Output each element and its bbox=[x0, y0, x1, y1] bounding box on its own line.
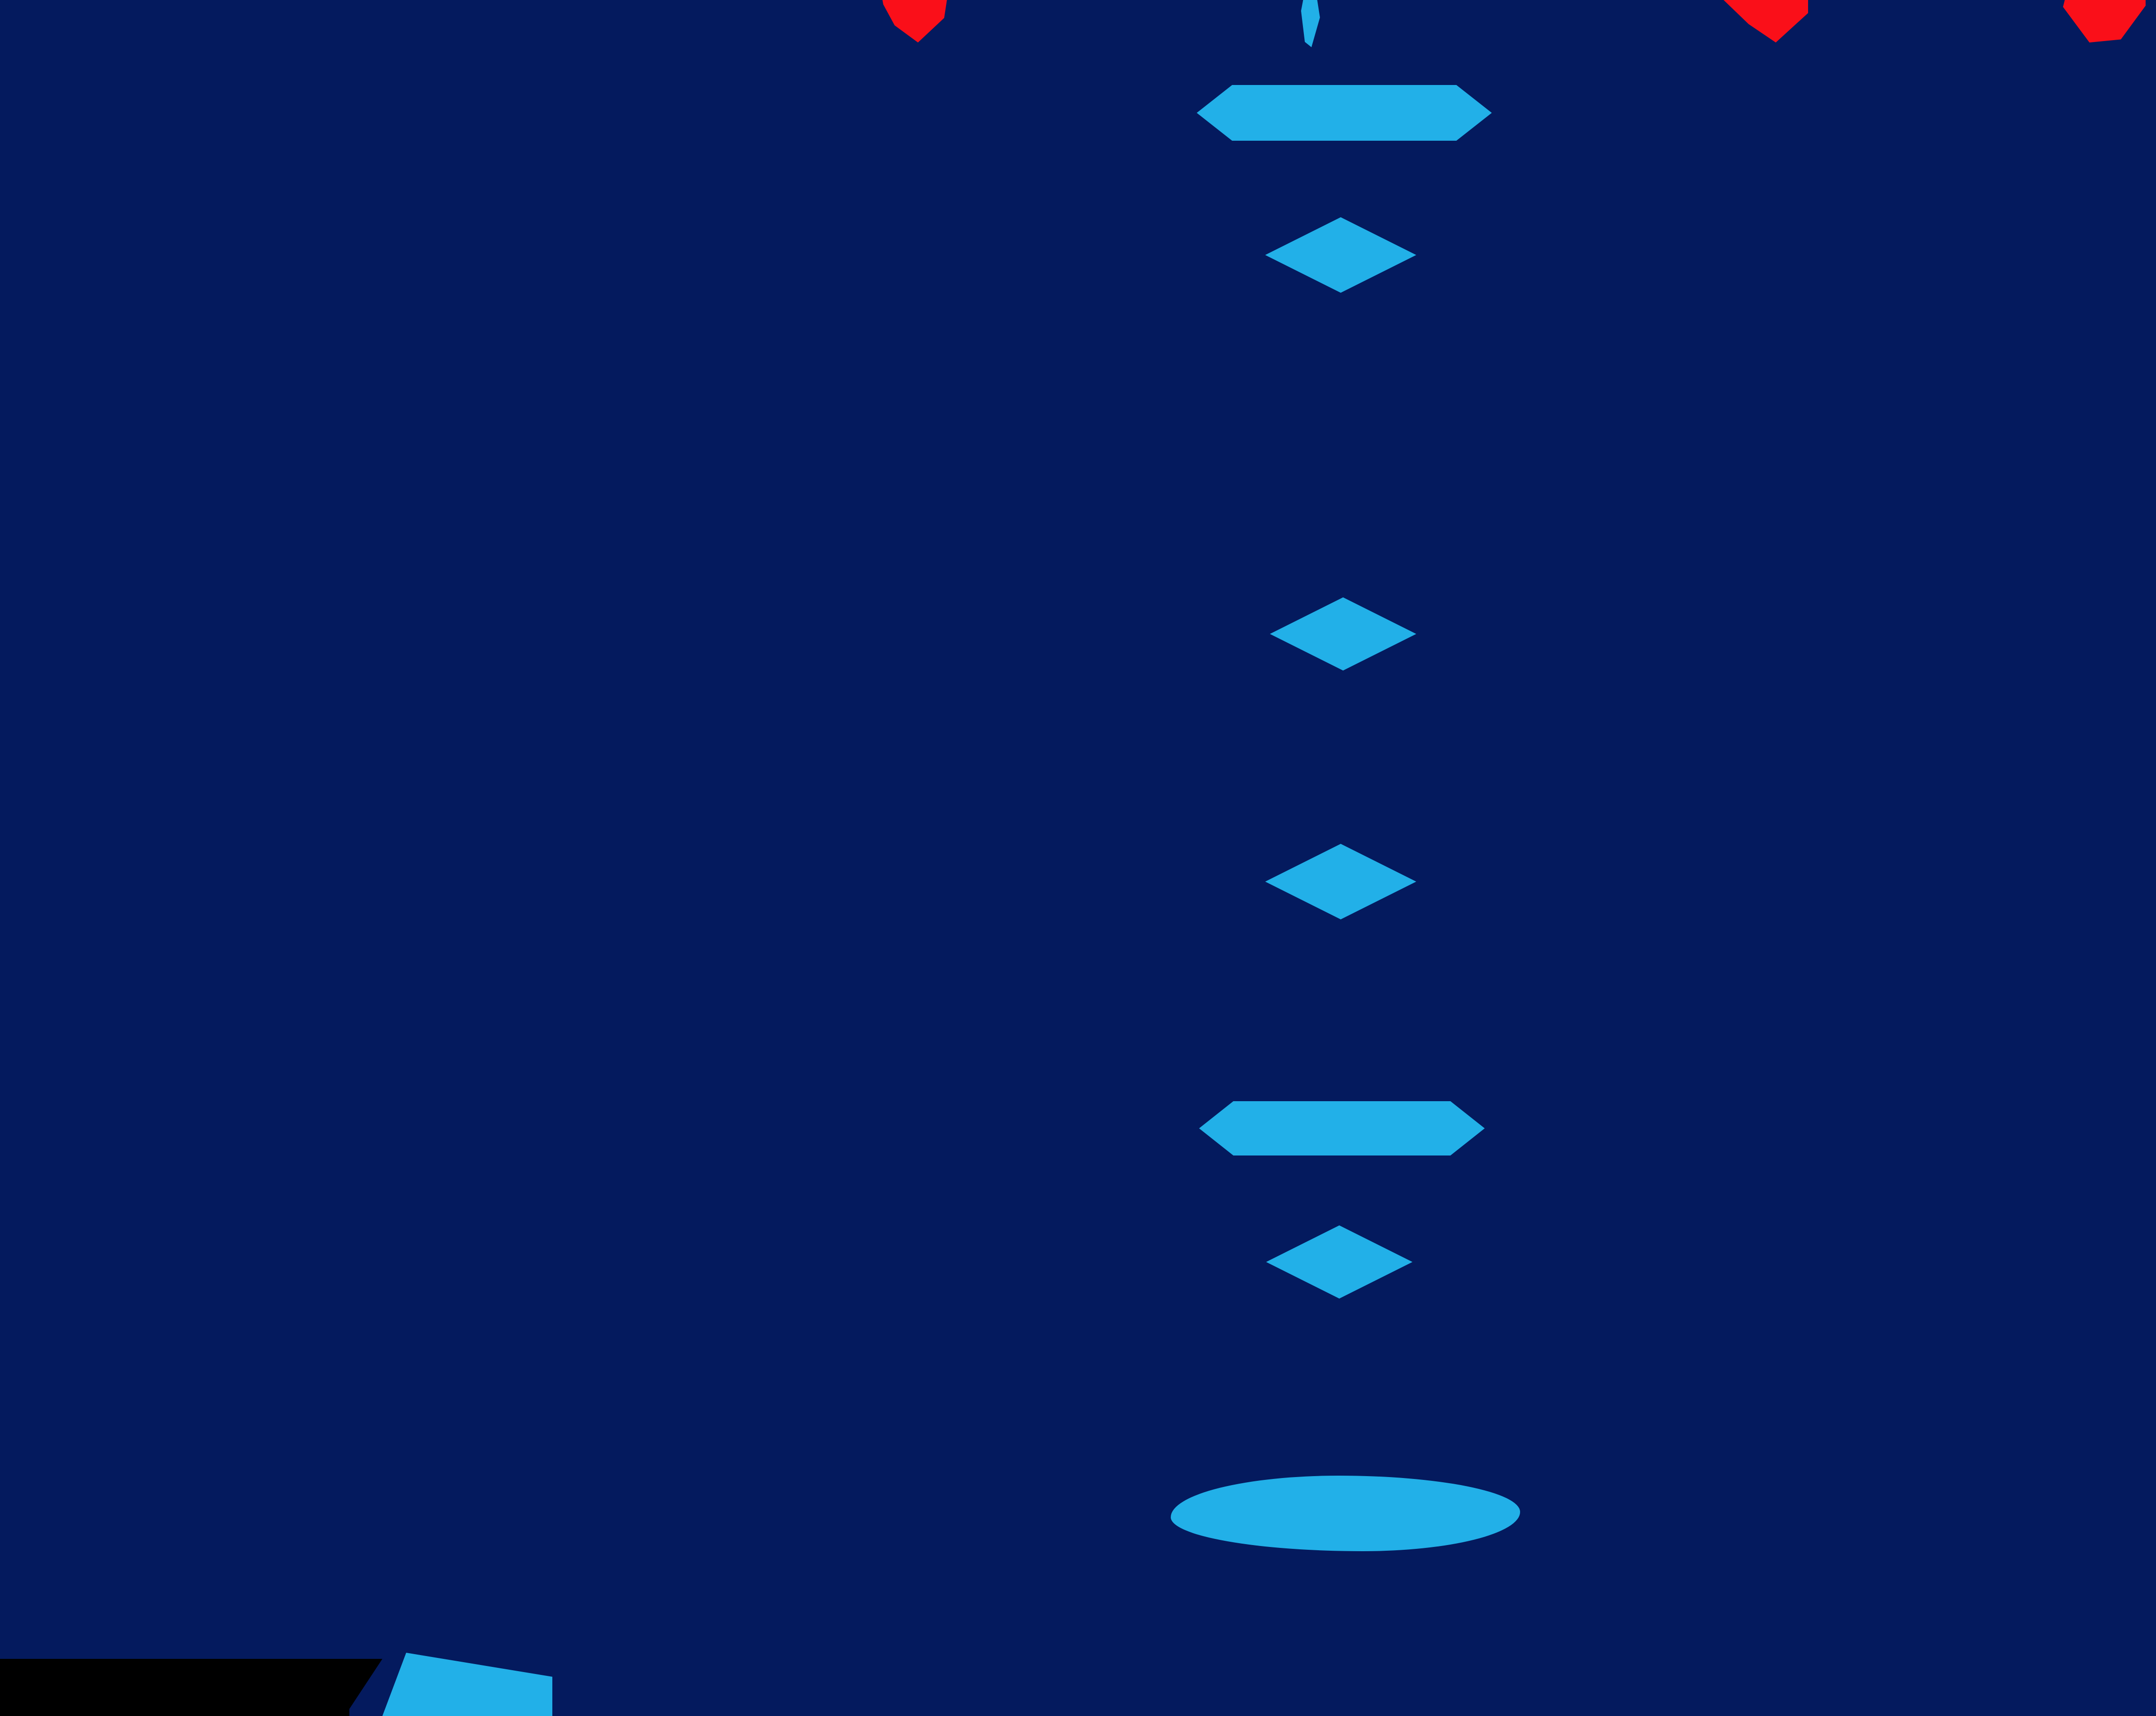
cyan-corner-wedge bbox=[382, 1653, 552, 1716]
cyan-diamond-2 bbox=[1270, 597, 1416, 671]
black-band-taper bbox=[283, 1659, 382, 1716]
red-fragment-center-right bbox=[1723, 0, 1808, 42]
red-fragment-right bbox=[2063, 0, 2146, 42]
cyan-lens-1 bbox=[1197, 85, 1492, 141]
cyan-diamond-3 bbox=[1265, 844, 1416, 919]
red-fragment-left bbox=[879, 0, 950, 42]
cyan-blob-bottom bbox=[1171, 1476, 1520, 1551]
cyan-lens-2 bbox=[1199, 1101, 1485, 1155]
cyan-stem-top bbox=[1301, 0, 1320, 47]
cyan-diamond-1 bbox=[1265, 217, 1416, 293]
cyan-diamond-4 bbox=[1266, 1225, 1412, 1299]
